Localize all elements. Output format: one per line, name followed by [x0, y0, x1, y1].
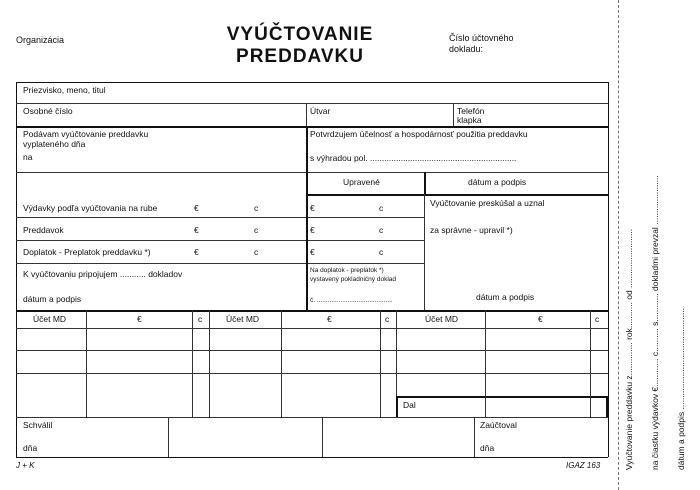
account-euro-header-2: €: [327, 314, 332, 324]
organization-label: Organizácia: [16, 35, 65, 45]
account-euro-header-3: €: [538, 314, 543, 324]
approved-by-label: Schválil: [23, 420, 53, 430]
expenses-cent: c: [254, 203, 259, 213]
cash-note-line1: Na doplatok - preplatok *): [310, 267, 384, 274]
personal-number-field[interactable]: Osobné číslo: [23, 106, 73, 116]
reviewer-date-sign-label: dátum a podpis: [476, 292, 535, 302]
perforation-line: [618, 0, 619, 490]
phone-field[interactable]: Telefón: [457, 106, 485, 116]
cash-note-line2: vystavený pokladničný doklad: [310, 276, 396, 283]
adjusted-surcharge-cent: c: [379, 247, 384, 257]
adjusted-surcharge-euro: €: [310, 247, 315, 257]
adjusted-label: Upravené: [343, 177, 380, 187]
department-field[interactable]: Útvar: [310, 106, 331, 116]
name-field[interactable]: Priezvisko, meno, titul: [23, 85, 106, 95]
account-md-header-3: Účet MD: [425, 314, 459, 324]
advance-cent: c: [254, 225, 259, 235]
confirm-label: Potvrdzujem účelnosť a hospodárnosť použitia preddavku: [310, 129, 528, 139]
phone-extension-label: klapka: [457, 115, 482, 125]
account-euro-header-1: €: [137, 314, 142, 324]
purpose-label: na: [23, 152, 33, 162]
credit-label: Dal: [403, 400, 416, 410]
account-cent-header-3: c: [595, 314, 600, 324]
stub-advance-line: Vyúčtovanie preddavku z.............. rok........... od .........................: [624, 228, 634, 470]
advance-euro: €: [194, 225, 199, 235]
form-code-right: IGAZ 163: [566, 461, 601, 470]
approved-day-label: dňa: [23, 443, 38, 453]
adjusted-expenses-cent: c: [379, 203, 384, 213]
doc-number-label: Číslo účtovného: [449, 33, 514, 43]
submit-advance-label: Podávam vyúčtovanie preddavku: [23, 129, 149, 139]
adjusted-advance-euro: €: [310, 225, 315, 235]
surcharge-label: Doplatok - Preplatok preddavku *): [23, 247, 151, 257]
form-title-line1: VYÚČTOVANIE: [226, 24, 374, 45]
surcharge-euro: €: [194, 247, 199, 257]
stub-date-sign-line: dátum a podpis ...........................................: [676, 307, 686, 470]
adjusted-advance-cent: c: [379, 225, 384, 235]
adjusted-expenses-euro: €: [310, 203, 315, 213]
account-md-header-2: Účet MD: [226, 314, 260, 324]
doc-number-label-2: dokladu:: [449, 44, 484, 54]
form-code-left: J + K: [16, 461, 35, 470]
reviewed-label: Vyúčtovanie preskúšal a uznal: [430, 198, 545, 208]
expenses-euro: €: [194, 203, 199, 213]
expenses-label: Výdavky podľa vyúčtovania na rube: [23, 203, 158, 213]
reservation-label: s výhradou pol. ..............................................................: [310, 153, 517, 163]
right-date-sign-label: dátum a podpis: [468, 177, 527, 187]
surcharge-cent: c: [254, 247, 259, 257]
stub-amount-line: na čiastku výdavkov €............ c.......... s............ dokladmi prevzal .....................: [650, 175, 660, 470]
account-cent-header-2: c: [385, 314, 390, 324]
recorded-day-label: dňa: [480, 443, 495, 453]
account-cent-header-1: c: [198, 314, 203, 324]
left-date-sign-label: dátum a podpis: [23, 294, 82, 304]
paid-on-label: vyplateného dňa: [23, 139, 86, 149]
attachments-label: K vyúčtovaniu pripojujem ........... dokladov: [23, 269, 183, 279]
cash-note-number: č. ..........................................: [310, 297, 393, 304]
approved-label: za správne - upravil *): [430, 225, 513, 235]
advance-label: Preddavok: [23, 225, 64, 235]
account-md-header-1: Účet MD: [33, 314, 67, 324]
form-title-line2: PREDDAVKU: [236, 46, 364, 67]
recorded-by-label: Zaúčtoval: [480, 420, 517, 430]
